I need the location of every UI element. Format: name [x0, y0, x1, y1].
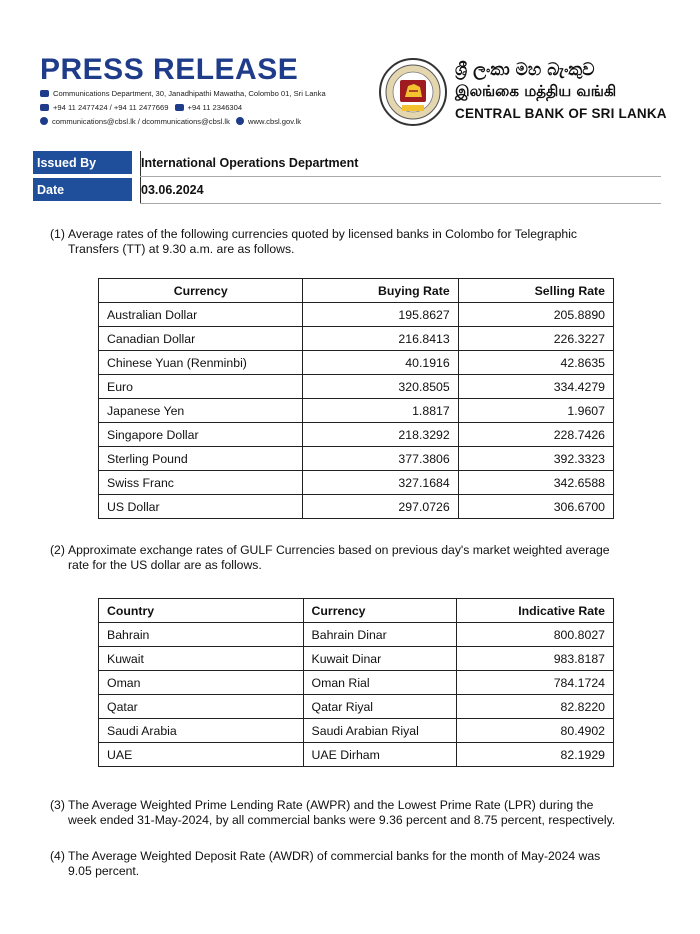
table-cell: 195.8627 — [303, 303, 458, 327]
table-cell: UAE — [99, 743, 304, 767]
table-row — [99, 623, 614, 647]
table-cell: 228.7426 — [458, 423, 613, 447]
table-cell: 82.8220 — [457, 695, 614, 719]
table-cell: Sterling Pound — [99, 447, 303, 471]
gulf-rates-table — [98, 598, 614, 767]
section-1-number: (1) — [50, 227, 65, 241]
table-cell: Saudi Arabian Riyal — [303, 719, 457, 743]
table-row — [99, 375, 614, 399]
table-cell: 218.3292 — [303, 423, 458, 447]
table-cell: 392.3323 — [458, 447, 613, 471]
emails-text[interactable]: communications@cbsl.lk / dcommunications@cbsl.lk — [52, 117, 230, 126]
table-cell: 82.1929 — [457, 743, 614, 767]
table-cell: 327.1684 — [303, 471, 458, 495]
release-meta-table — [33, 151, 661, 205]
table-cell: Swiss Franc — [99, 471, 303, 495]
table-cell: Qatar — [99, 695, 304, 719]
central-bank-seal-logo — [378, 57, 448, 127]
press-release-title: PRESS RELEASE — [40, 53, 299, 86]
table-row — [99, 351, 614, 375]
table-row — [99, 695, 614, 719]
table-cell: Oman Rial — [303, 671, 457, 695]
section-2-number: (2) — [50, 543, 65, 557]
column-header-currency: Currency — [99, 279, 303, 303]
bank-name-tamil: இலங்கை மத்திய வங்கி — [455, 82, 617, 100]
phone-icon — [40, 104, 49, 111]
table-cell: Qatar Riyal — [303, 695, 457, 719]
table-cell: 334.4279 — [458, 375, 613, 399]
section-4-text: (4) The Average Weighted Deposit Rate (AWDR) of commercial banks for the month of May-2024 was 9.05 percent. — [50, 849, 601, 878]
section-1-text: (1) Average rates of the following currencies quoted by licensed banks in Colombo for Telegraphic Transfers (TT) at 9.30 a.m. are as follows. — [50, 227, 578, 256]
table-cell: 320.8505 — [303, 375, 458, 399]
table-cell: US Dollar — [99, 495, 303, 519]
contact-phones — [40, 103, 242, 112]
letterhead — [0, 0, 700, 140]
issued-by-value: International Operations Department — [141, 151, 662, 176]
table-row — [99, 671, 614, 695]
address-text: Communications Department, 30, Janadhipathi Mawatha, Colombo 01, Sri Lanka — [53, 89, 326, 98]
bank-name-english: CENTRAL BANK OF SRI LANKA — [455, 106, 667, 121]
section-2-text: (2) Approximate exchange rates of GULF Currencies based on previous day's market weighted average rate for the US dollar are as follows. — [50, 543, 610, 572]
table-cell: Bahrain — [99, 623, 304, 647]
table-row — [99, 303, 614, 327]
fax-text: +94 11 2346304 — [187, 103, 243, 112]
bank-name-sinhala: ශ්‍රී ලංකා මහ බැංකුව — [455, 60, 595, 80]
section-3-number: (3) — [50, 798, 65, 812]
table-header-row — [99, 599, 614, 623]
column-header-indicative-rate: Indicative Rate — [457, 599, 614, 623]
table-cell: 216.8413 — [303, 327, 458, 351]
section-3-text: (3) The Average Weighted Prime Lending Rate (AWPR) and the Lowest Prime Rate (LPR) during the week ended 31-May-2024, by all commercial banks were 9.36 percent and 8.75 percent, respectively. — [50, 798, 616, 827]
table-header-row — [99, 279, 614, 303]
issued-by-label: Issued By — [33, 151, 132, 176]
table-cell: Chinese Yuan (Renminbi) — [99, 351, 303, 375]
table-row — [99, 719, 614, 743]
table-row — [99, 399, 614, 423]
website-text[interactable]: www.cbsl.gov.lk — [248, 117, 302, 126]
table-cell: Kuwait — [99, 647, 304, 671]
bank-name-block — [455, 60, 667, 121]
table-cell: 342.6588 — [458, 471, 613, 495]
table-row — [99, 743, 614, 767]
table-cell: Australian Dollar — [99, 303, 303, 327]
table-row — [99, 471, 614, 495]
table-cell: 800.8027 — [457, 623, 614, 647]
contact-address — [40, 89, 326, 98]
table-cell: Oman — [99, 671, 304, 695]
table-cell: 42.8635 — [458, 351, 613, 375]
tt-rates-table — [98, 278, 614, 519]
column-header-currency: Currency — [303, 599, 457, 623]
table-cell: 983.8187 — [457, 647, 614, 671]
table-cell: Bahrain Dinar — [303, 623, 457, 647]
table-cell: Saudi Arabia — [99, 719, 304, 743]
table-cell: 306.6700 — [458, 495, 613, 519]
contact-web — [40, 117, 301, 126]
table-cell: Singapore Dollar — [99, 423, 303, 447]
column-header-buying-rate: Buying Rate — [303, 279, 458, 303]
table-row — [99, 327, 614, 351]
table-cell: 1.9607 — [458, 399, 613, 423]
date-row — [33, 176, 661, 203]
date-value: 03.06.2024 — [141, 176, 662, 203]
table-cell: 377.3806 — [303, 447, 458, 471]
table-cell: 80.4902 — [457, 719, 614, 743]
table-cell: UAE Dirham — [303, 743, 457, 767]
table-row — [99, 447, 614, 471]
building-icon — [40, 90, 49, 97]
issued-by-row — [33, 151, 661, 176]
table-cell: Japanese Yen — [99, 399, 303, 423]
email-icon — [40, 117, 48, 125]
table-cell: 40.1916 — [303, 351, 458, 375]
table-row — [99, 647, 614, 671]
column-header-selling-rate: Selling Rate — [458, 279, 613, 303]
fax-icon — [175, 104, 184, 111]
table-row — [99, 495, 614, 519]
phones-text: +94 11 2477424 / +94 11 2477669 — [53, 103, 169, 112]
section-4-number: (4) — [50, 849, 65, 863]
table-cell: Canadian Dollar — [99, 327, 303, 351]
globe-icon — [236, 117, 244, 125]
table-cell: 226.3227 — [458, 327, 613, 351]
date-label: Date — [33, 176, 132, 203]
table-cell: 1.8817 — [303, 399, 458, 423]
table-cell: 205.8890 — [458, 303, 613, 327]
table-cell: Kuwait Dinar — [303, 647, 457, 671]
table-row — [99, 423, 614, 447]
table-cell: 784.1724 — [457, 671, 614, 695]
table-cell: Euro — [99, 375, 303, 399]
column-header-country: Country — [99, 599, 304, 623]
table-cell: 297.0726 — [303, 495, 458, 519]
